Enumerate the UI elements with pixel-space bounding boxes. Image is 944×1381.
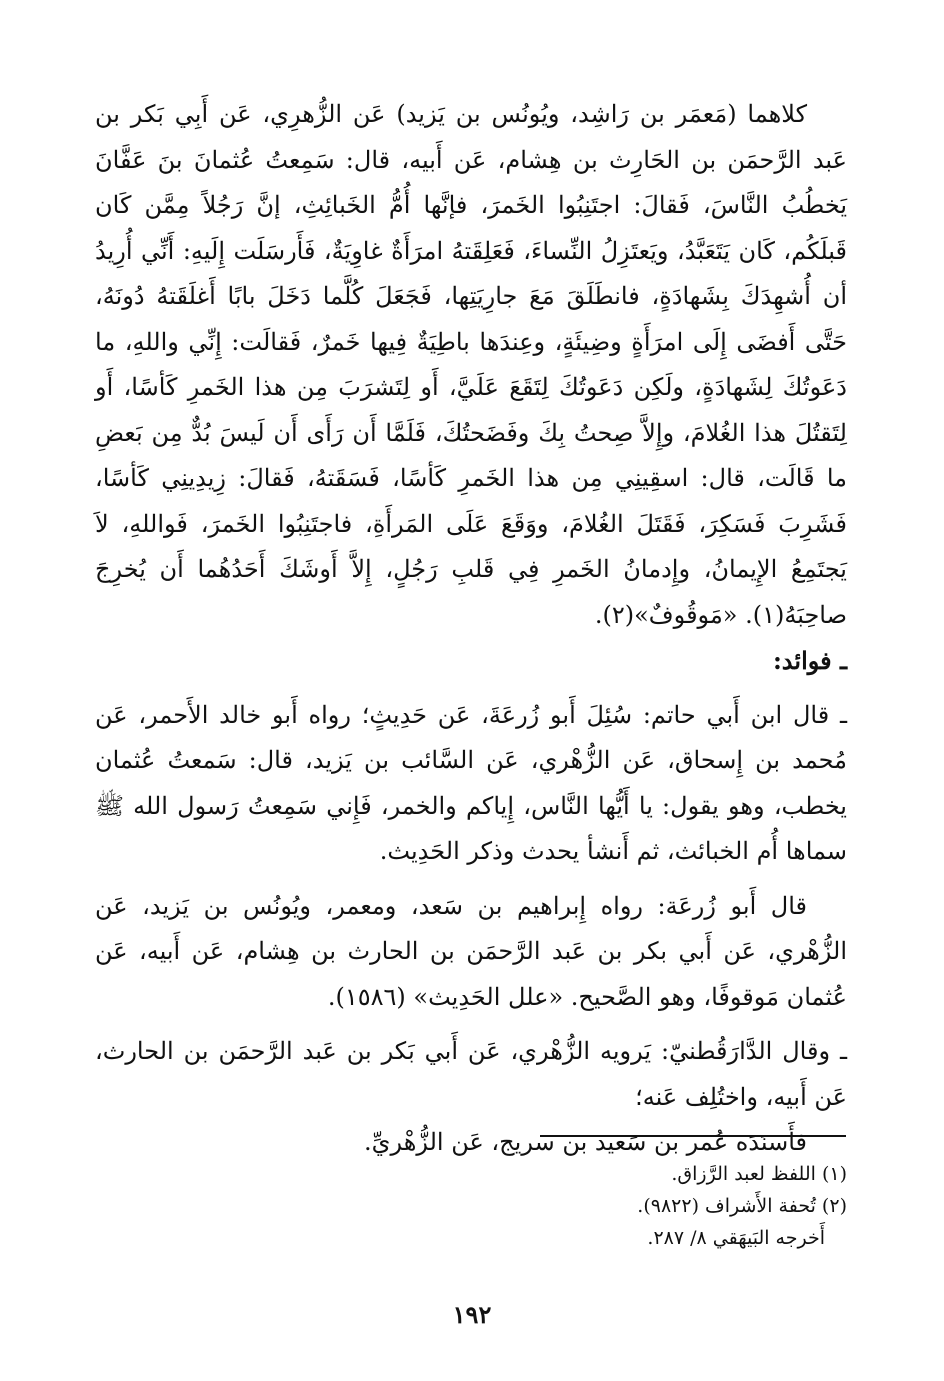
main-text <box>95 92 847 1166</box>
footnotes <box>95 1158 847 1254</box>
note-paragraph: فأَسنَدَه عُمر بن سَعيد بن سريج، عَن الزُّهْريِّ. <box>364 1128 807 1156</box>
note-paragraph: ـ قال ابن أَبي حاتم: سُئِلَ أَبو زُرعَةَ، عَن حَدِيثٍ؛ رواه أَبو خالد الأَحمر، عَن مُحمد بن إِسحاق، عَن الزُّهْري، عَن السَّائب بن يَزيد، قال: سَمعتُ عُثمان يخطب، وهو يقول: يا أَيُّها النَّاس، إِياكم والخمر، فَإِني سَمِعتُ رَسول الله ﷺ سماها أُم الخبائث، ثم أَنشأ يحدث وذكر الحَدِيث. <box>95 700 847 865</box>
hadith-paragraph: كلاهما (مَعمَر بن رَاشِد، ويُونُس بن يَزيد) عَن الزُّهرِي، عَن أَبِي بَكر بن عَبد الرَّحمَن بن الحَارِث بن هِشام، عَن أَبيه، قال: سَمِعتُ عُثمانَ بنَ عَفَّانَ يَخطُبُ النَّاسَ، فَقالَ: اجتَنِبُوا الخَمرَ، فإنَّها أُمُّ الخَبائِثِ، إنَّ رَجُلاً مِمَّن كَان قَبلَكُم، كَان يَتَعَبَّدُ، ويَعتَزِلُ النِّساءَ، فَعَلِقَتهُ امرَأَةٌ غاوِيَةٌ، فَأَرسَلَت إِلَيهِ: أَنِّي أُرِيدُ أن أُشهِدَكَ بِشَهادَةٍ، فانطَلَقَ مَعَ جارِيَتِها، فَجَعَلَ كُلَّما دَخَلَ بابًا أَغلَقَتهُ دُونَهُ، حَتَّى أَفضَى إِلَى امرَأَةٍ وضِيئَةٍ، وعِندَها باطِيَةٌ فِيها خَمرٌ، فَقالَت: إِنِّي واللهِ، ما دَعَوتُكَ لِشَهادَةٍ، ولَكِن دَعَوتُكَ لِتَقَعَ عَلَيَّ، أَو لِتَشرَبَ مِن هذا الخَمرِ كَأسًا، أَو لِتَقتُلَ هذا الغُلامَ، وإِلاَّ صِحتُ بِكَ وفَضَحتُكَ، فَلَمَّا أَن رَأَى أَن لَيسَ بُدٌّ مِن بَعضِ ما قَالَت، قال: اسقِينِي مِن هذا الخَمرِ كَأسًا، فَسَقَتهُ، فَقالَ: زِيدِينِي كَأسًا، فَشَرِبَ فَسَكِرَ، فَقَتَلَ الغُلامَ، ووَقَعَ عَلَى المَرأَةِ، فاجتَنِبُوا الخَمرَ، فَواللهِ، لاَ يَجتَمِعُ الإِيمانُ، وإِدمانُ الخَمرِ فِي قَلبِ رَجُلٍ، إِلاَّ أَوشَكَ أَحَدُهُما أَن يُخرِجَ صاحِبَهُ(١). «مَوقُوفٌ»(٢). <box>95 100 847 629</box>
note-paragraph: ـ وقال الدَّارَقُطنيّ: يَرويه الزُّهْري، عَن أَبي بَكر بن عَبد الرَّحمَن بن الحارث، عَن أَبيه، واختُلِف عَنه؛ <box>95 1037 847 1111</box>
footnote: أَخرجه البَيهَقي ٨/ ٢٨٧. <box>647 1227 825 1249</box>
note-paragraph: قال أَبو زُرعَة: رواه إِبراهيم بن سَعد، ومعمر، ويُونُس بن يَزيد، عَن الزُّهْري، عَن أَبي بكر بن عَبد الرَّحمَن بن الحارث بن هِشام، عَن أَبيه، عَن عُثمان مَوقوفًا، وهو الصَّحيح. «علل الحَدِيث» (١٥٨٦). <box>95 891 847 1011</box>
footnote-separator <box>540 1135 846 1137</box>
footnote: (٢) تُحفة الأَشراف (٩٨٢٢). <box>637 1195 847 1217</box>
footnote: (١) اللفظ لعبد الرَّزاق. <box>671 1163 847 1185</box>
section-heading: ـ فوائد: <box>772 646 847 675</box>
page-number: ١٩٢ <box>452 1300 492 1329</box>
